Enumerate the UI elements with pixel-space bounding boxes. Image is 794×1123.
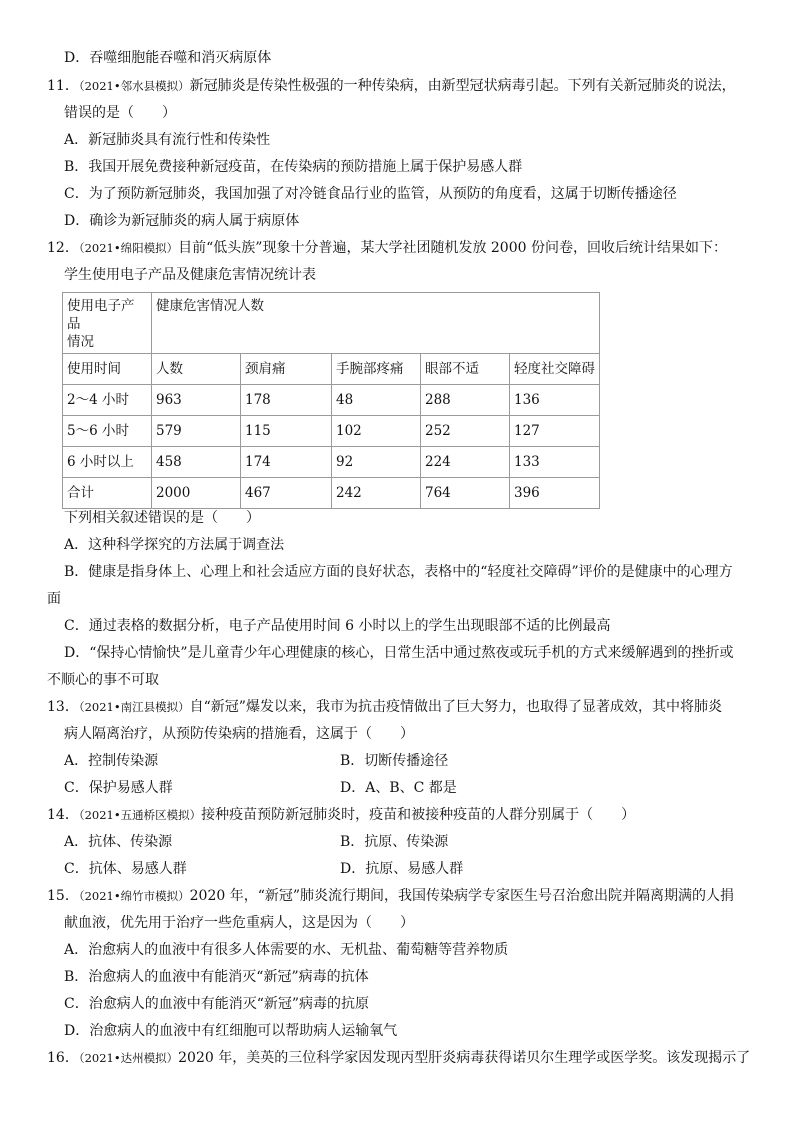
q12-option-c: C．通过表格的数据分析，电子产品使用时间 6 小时以上的学生出现眼部不适的比例最高: [64, 618, 611, 634]
q14-source: （2021•五通桥区模拟）: [78, 808, 202, 822]
table-cell: 5～6 小时: [63, 416, 152, 447]
table-column-header: 颈肩痛: [241, 354, 332, 385]
q15-stem-cont: 献血液，优先用于治疗一些危重病人，这是因为（ ）: [64, 915, 414, 931]
q14-number: 14．: [47, 807, 79, 823]
q13-stem-cont: 病人隔离治疗，从预防传染病的措施看，这属于（ ）: [64, 726, 414, 742]
q13-number: 13．: [47, 699, 79, 715]
q14-option-a: A．抗体、传染源: [64, 834, 173, 850]
table-cell: 133: [510, 447, 600, 478]
q12-option-a: A．这种科学探究的方法属于调查法: [64, 537, 285, 553]
q15-option-c: C．治愈病人的血液中有能消灭“新冠”病毒的抗原: [64, 996, 370, 1012]
q11-option-c: C．为了预防新冠肺炎，我国加强了对冷链食品行业的监管，从预防的角度看，这属于切断传播途径: [64, 186, 677, 202]
table-cell: 2000: [152, 478, 241, 509]
table-row: [63, 447, 600, 478]
table-header-row: [63, 293, 600, 354]
table-column-header: 眼部不适: [421, 354, 510, 385]
table-header-left: [63, 293, 152, 354]
q16-stem: [47, 1049, 750, 1067]
q11-option-d: D．确诊为新冠肺炎的病人属于病原体: [64, 213, 300, 229]
q11-option-b: B．我国开展免费接种新冠疫苗，在传染病的预防措施上属于保护易感人群: [64, 159, 523, 175]
stats-table: [62, 292, 600, 509]
q15-source: （2021•绵竹市模拟）: [78, 889, 190, 903]
table-cell: 396: [510, 478, 600, 509]
table-column-header: 人数: [152, 354, 241, 385]
q14-stem: [47, 806, 635, 824]
q11-source: （2021•邻水县模拟）: [78, 79, 190, 93]
table-cell: 2～4 小时: [63, 385, 152, 416]
table-cell: 102: [332, 416, 421, 447]
table-cell: 127: [510, 416, 600, 447]
q16-number: 16．: [47, 1050, 79, 1066]
table-cell: 174: [241, 447, 332, 478]
table-cell: 178: [241, 385, 332, 416]
q14-option-d: D．抗原、易感人群: [340, 861, 464, 877]
table-cell: 224: [421, 447, 510, 478]
table-row: [63, 478, 600, 509]
table-row: [63, 385, 600, 416]
table-cell: 764: [421, 478, 510, 509]
table-header-left-line2: 情况: [67, 334, 94, 350]
table-column-header: 轻度社交障碍: [510, 354, 600, 385]
q12-option-b-cont: 面: [47, 591, 61, 607]
table-caption: 学生使用电子产品及健康危害情况统计表: [64, 267, 316, 283]
q13-text: 自“新冠”爆发以来，我市为抗击疫情做出了巨大努力，也取得了显著成效，其中将肺炎: [189, 699, 722, 715]
table-header-right: 健康危害情况人数: [152, 293, 600, 354]
q15-stem: [47, 887, 734, 905]
q13-stem: [47, 698, 722, 716]
q12-stem: [47, 239, 727, 257]
table-cell: 252: [421, 416, 510, 447]
table-cell: 136: [510, 385, 600, 416]
q14-option-b: B．抗原、传染源: [340, 834, 449, 850]
table-cell: 963: [152, 385, 241, 416]
q12-number: 12．: [47, 240, 79, 256]
q13-option-d: D．A、B、C 都是: [340, 780, 457, 796]
q12-option-d: D．“保持心情愉快”是儿童青少年心理健康的核心，日常生活中通过熬夜或玩手机的方式来缓解遇到的挫折或: [64, 645, 734, 661]
table-column-header: 手腕部疼痛: [332, 354, 421, 385]
table-cell: 92: [332, 447, 421, 478]
q12-option-b: B．健康是指身体上、心理上和社会适应方面的良好状态，表格中的“轻度社交障碍”评价的是健康中的心理方: [64, 564, 733, 580]
q12-question: 下列相关叙述错误的是（ ）: [64, 510, 260, 526]
q13-option-b: B．切断传播途径: [340, 753, 449, 769]
q12-text: 目前“低头族”现象十分普遍，某大学社团随机发放 2000 份问卷，回收后统计结果如下：: [178, 240, 727, 256]
q11-stem: [47, 77, 736, 95]
q14-text: 接种疫苗预防新冠肺炎时，疫苗和被接种疫苗的人群分别属于（ ）: [201, 807, 636, 823]
q10-option-d: D．吞噬细胞能吞噬和消灭病原体: [64, 50, 272, 66]
table-cell: 579: [152, 416, 241, 447]
q13-option-c: C．保护易感人群: [64, 780, 173, 796]
table-cell: 115: [241, 416, 332, 447]
q15-option-b: B．治愈病人的血液中有能消灭“新冠”病毒的抗体: [64, 969, 369, 985]
table-cell: 458: [152, 447, 241, 478]
table-cell: 242: [332, 478, 421, 509]
q15-option-d: D．治愈病人的血液中有红细胞可以帮助病人运输氧气: [64, 1023, 398, 1039]
q12-option-d-cont: 不顺心的事不可取: [47, 672, 159, 688]
table-header-left-line1: 使用电子产品: [67, 298, 135, 332]
q13-option-a: A．控制传染源: [64, 753, 159, 769]
q11-stem-cont: 错误的是（ ）: [64, 105, 176, 121]
q16-source: （2021•达州模拟）: [78, 1051, 179, 1065]
table-cell: 467: [241, 478, 332, 509]
q15-option-a: A．治愈病人的血液中有很多人体需要的水、无机盐、葡萄糖等营养物质: [64, 942, 509, 958]
table-columns-row: [63, 354, 600, 385]
q11-option-a: A．新冠肺炎具有流行性和传染性: [64, 132, 271, 148]
q11-text: 新冠肺炎是传染性极强的一种传染病，由新型冠状病毒引起。下列有关新冠肺炎的说法，: [189, 78, 736, 94]
q12-source: （2021•绵阳模拟）: [78, 241, 179, 255]
q15-text: 2020 年，“新冠”肺炎流行期间，我国传染病学专家医生号召治愈出院并隔离期满的人捐: [189, 888, 735, 904]
table-cell: 288: [421, 385, 510, 416]
q11-number: 11．: [47, 78, 79, 94]
table-column-header: 使用时间: [63, 354, 152, 385]
table-row: [63, 416, 600, 447]
q13-source: （2021•南江县模拟）: [78, 700, 190, 714]
q15-number: 15．: [47, 888, 79, 904]
table-cell: 合计: [63, 478, 152, 509]
table-cell: 48: [332, 385, 421, 416]
table-cell: 6 小时以上: [63, 447, 152, 478]
q14-option-c: C．抗体、易感人群: [64, 861, 187, 877]
q16-text: 2020 年，美英的三位科学家因发现丙型肝炎病毒获得诺贝尔生理学或医学奖。该发现揭示了: [178, 1050, 751, 1066]
